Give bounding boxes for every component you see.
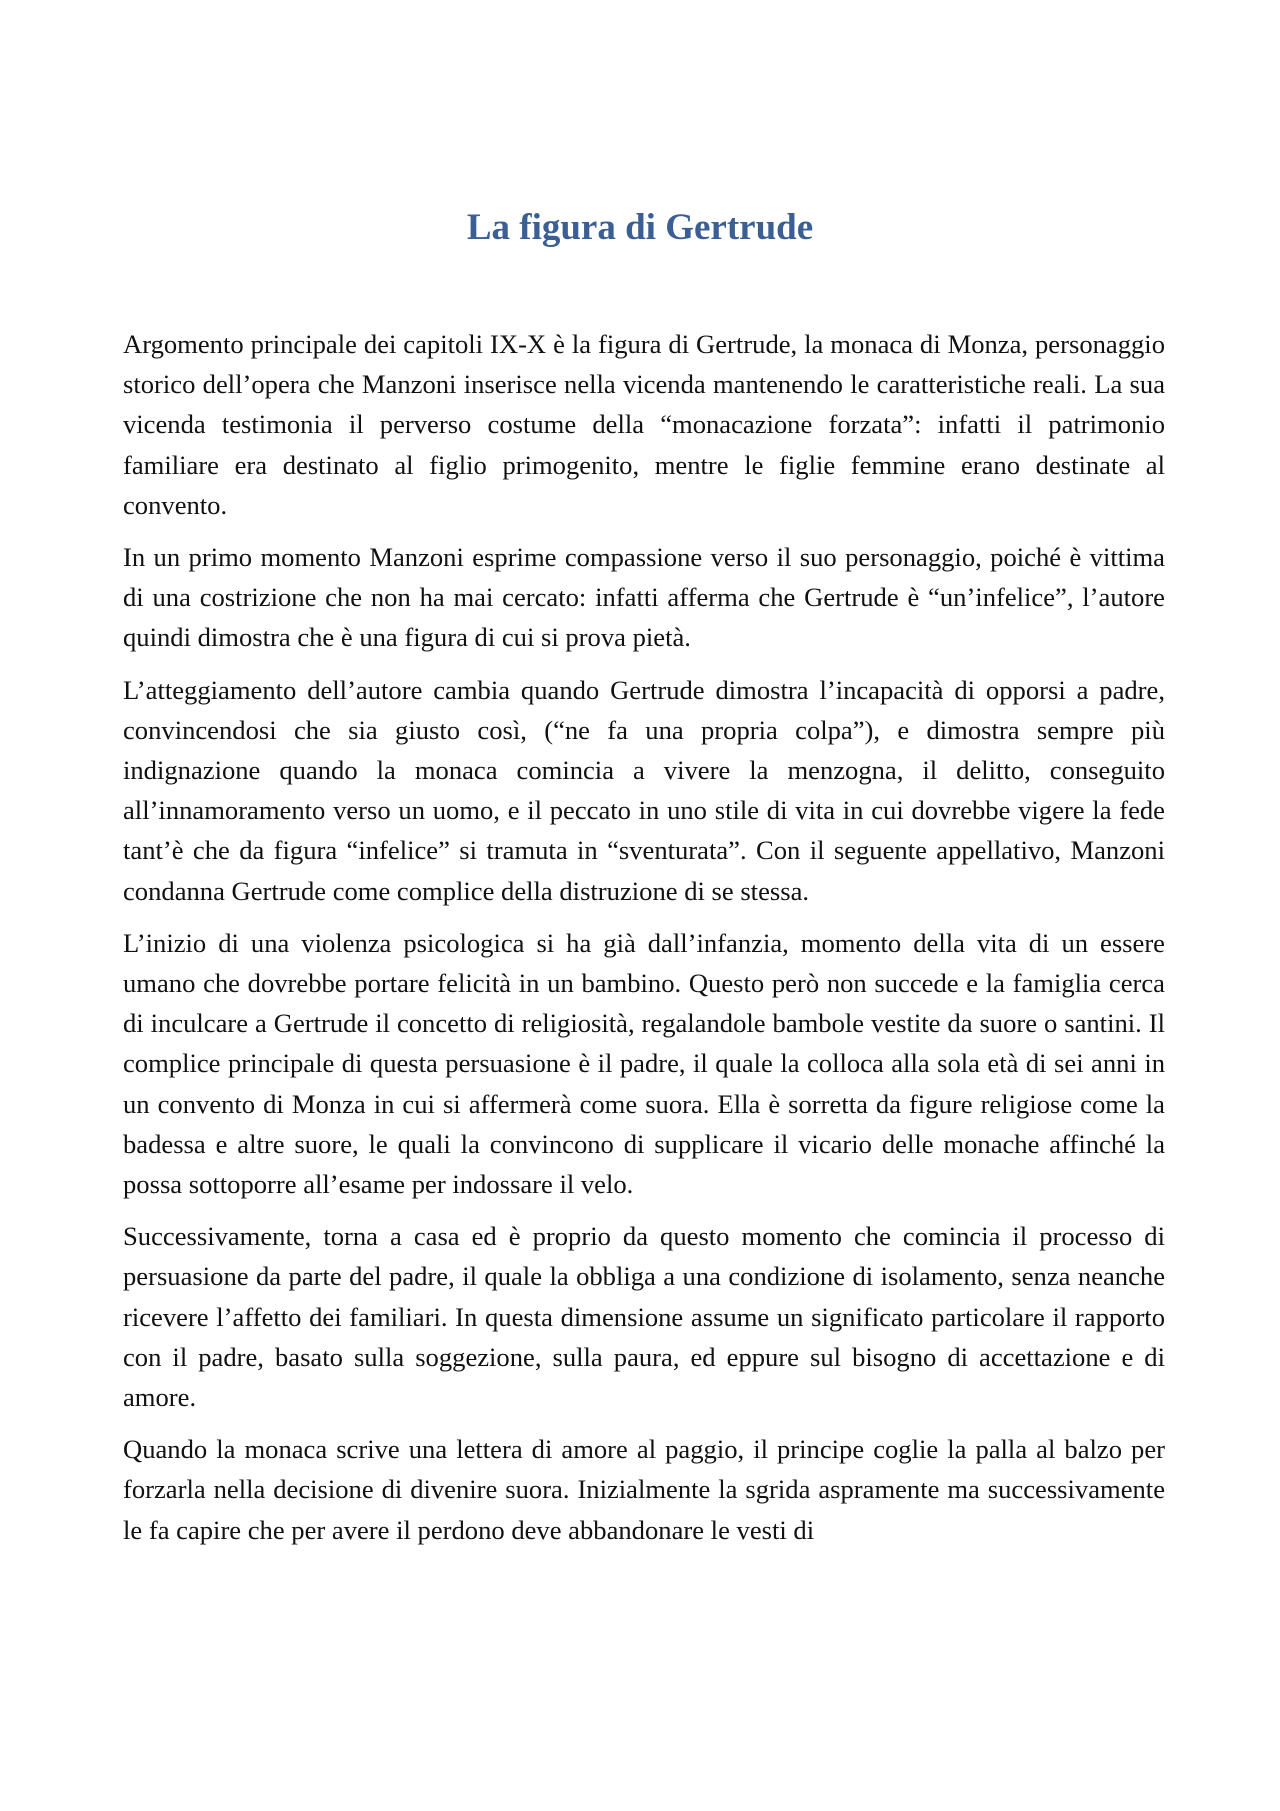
- paragraph-6: Quando la monaca scrive una lettera di amore al paggio, il principe coglie la palla al balzo per forzarla nella decisione di divenire suora. Inizialmente la sgrida aspramente ma successivamente le fa capire che per avere il perdono deve abbandonare le vesti di: [123, 1434, 1165, 1545]
- paragraph-1: Argomento principale dei capitoli IX-X è la figura di Gertrude, la monaca di Monza, personaggio storico dell’opera che Manzoni inserisce nella vicenda mantenendo le caratteristiche reali. La sua vicenda testimonia il perverso costume della “monacazione forzata”: infatti il patrimonio familiare era destinato al figlio primogenito, mentre le figlie femmine erano destinate al convento.: [123, 329, 1165, 520]
- paragraph-4: L’inizio di una violenza psicologica si ha già dall’infanzia, momento della vita di un essere umano che dovrebbe portare felicità in un bambino. Questo però non succede e la famiglia cerca di inculcare a Gertrude il concetto di religiosità, regalandole bambole vestite da suore o santini. Il complice principale di questa persuasione è il padre, il quale la colloca alla sola età di sei anni in un convento di Monza in cui si affermerà come suora. Ella è sorretta da figure religiose come la badessa e altre suore, le quali la convincono di supplicare il vicario delle monache affinché la possa sottoporre all’esame per indossare il velo.: [123, 927, 1165, 1200]
- paragraph-5: Successivamente, torna a casa ed è proprio da questo momento che comincia il processo di persuasione da parte del padre, il quale la obbliga a una condizione di isolamento, senza neanche ricevere l’affetto dei familiari. In questa dimensione assume un significato particolare il rapporto con il padre, basato sulla soggezione, sulla paura, ed eppure sul bisogno di accettazione e di amore.: [123, 1221, 1165, 1413]
- document-title: La figura di Gertrude: [466, 207, 814, 248]
- paragraph-3: L’atteggiamento dell’autore cambia quando Gertrude dimostra l’incapacità di opporsi a padre, convincendosi che sia giusto così, (“ne fa una propria colpa”), e dimostra sempre più indignazione quando la monaca comincia a vivere la menzogna, il delitto, conseguito all’innamoramento verso un uomo, e il peccato in uno stile di vita in cui dovrebbe vigere la fede tant’è che da figura “infelice” si tramuta in “sventurata”. Con il seguente appellativo, Manzoni condanna Gertrude come complice della distruzione di se stessa.: [123, 674, 1165, 906]
- document-body: [123, 324, 1165, 1562]
- paragraph-2: In un primo momento Manzoni esprime compassione verso il suo personaggio, poiché è vittima di una costrizione che non ha mai cercato: infatti afferma che Gertrude è “un’infelice”, l’autore quindi dimostra che è una figura di cui si prova pietà.: [123, 542, 1165, 653]
